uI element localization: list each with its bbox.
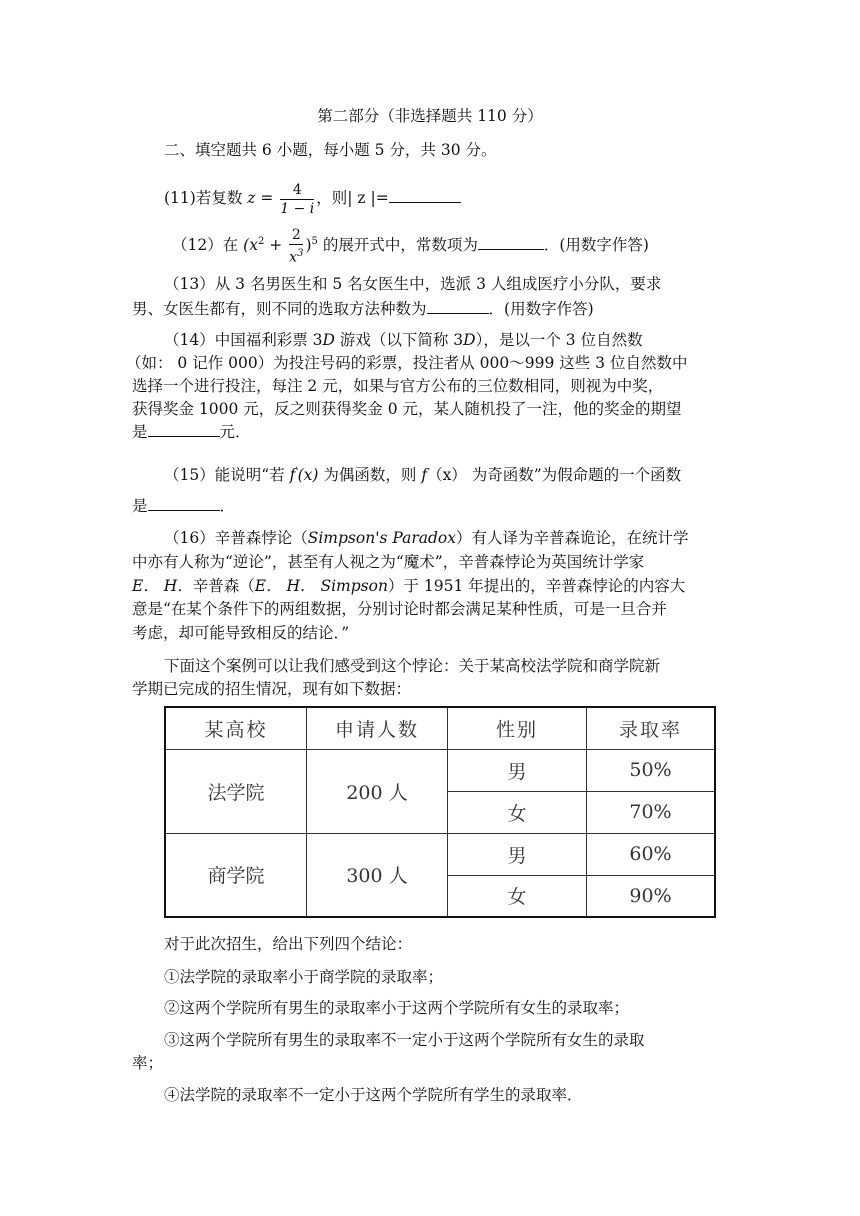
q16-line-3c: E． H． Simpson: [254, 577, 388, 595]
q15-line-1a: （15）能说明“若: [164, 466, 290, 485]
q15-line-2b: ．: [219, 497, 236, 515]
table-header: 申请人数: [307, 707, 448, 749]
q14-answer-blank: [148, 422, 220, 437]
table-header: 某高校: [165, 707, 307, 749]
q16-line-1: [164, 528, 688, 548]
q12-prefix: （12）在: [172, 236, 244, 255]
q13-line-2b: ．(用数字作答): [488, 300, 594, 318]
q11-answer-blank: [389, 188, 461, 203]
q16-line-1a: （16）辛普森悖论（: [164, 529, 308, 547]
q15-x: (x): [297, 466, 319, 485]
table-cell-school: 法学院: [165, 749, 307, 833]
q12-answer-blank: [478, 235, 544, 250]
q14-d: D: [322, 331, 335, 349]
question-11: [164, 178, 461, 218]
conclusion-1: ①法学院的录取率小于商学院的录取率；: [164, 968, 444, 986]
table-cell-applicants: 300 人: [307, 833, 448, 917]
q16-line-1b: ）有人译为辛普森诡论，在统计学: [455, 529, 689, 547]
table-cell-applicants: 200 人: [307, 749, 448, 833]
admission-table: [164, 706, 716, 918]
q14-d2: D: [463, 331, 476, 349]
table-cell-rate: 90%: [587, 875, 716, 917]
q14-line-5: [132, 422, 251, 442]
q12-fraction: [289, 226, 303, 267]
table-cell-gender: 女: [448, 791, 587, 833]
table-cell-school: 商学院: [165, 833, 307, 917]
q14-line-1a: （14）中国福利彩票 3: [164, 331, 323, 349]
q16-line-3a: E． H．: [132, 577, 193, 595]
table-header: 录取率: [587, 707, 716, 749]
conclusion-3-line-2: 率；: [132, 1054, 164, 1072]
q16-line-3b: 辛普森（: [192, 577, 255, 595]
table-cell-gender: 男: [448, 749, 587, 791]
q13-answer-blank: [427, 299, 489, 314]
q12-sup3: 3: [297, 247, 304, 259]
q14-line-4: 获得奖金 1000 元，反之则获得奖金 0 元，某人随机投了一注，他的奖金的期望: [132, 400, 682, 418]
q16-line-4: 意是“在某个条件下的两组数据，分别讨论时都会满足某种性质，可是一旦合并: [132, 600, 667, 618]
table-row: [165, 833, 715, 875]
section-intro: 二、填空题共 6 小题，每小题 5 分，共 30 分。: [164, 141, 497, 159]
q11-eq: =: [255, 189, 279, 207]
q16-line-3d: ）于 1951 年提出的，辛普森悖论的内容大: [387, 577, 686, 595]
q11-z: z: [247, 189, 256, 207]
q12-expr: (x: [243, 236, 258, 255]
q15-line-1: [164, 462, 681, 485]
q16-line-5: 考虑，却可能导致相反的结论．”: [132, 624, 350, 642]
q16-line-2: 中亦有人称为“逆论”，甚至有人视之为“魔术”，辛普森悖论为英国统计学家: [132, 553, 645, 571]
q15-line-2a: 是: [132, 497, 148, 515]
q15-line-2: [132, 496, 235, 516]
q11-suffix: ，则| z |=: [316, 189, 389, 207]
q15-f2: f: [421, 466, 428, 485]
q14-line-1c: ），是以一个 3 位自然数: [475, 331, 643, 349]
q12-den-x: x: [289, 249, 298, 266]
conclusion-2: ②这两个学院所有男生的录取率小于这两个学院所有女生的录取率；: [164, 999, 630, 1017]
q14-line-3: 选择一个进行投注，每注 2 元，如果与官方公布的三位数相同，则视为中奖，: [132, 377, 664, 395]
q14-line-5a: 是: [132, 423, 148, 441]
table-cell-gender: 男: [448, 833, 587, 875]
q11-fraction: [280, 181, 314, 218]
q12-sup5: 5: [311, 236, 318, 247]
q14-line-1b: 游戏（以下简称 3: [334, 331, 464, 349]
section-title: 第二部分（非选择题共 110 分）: [317, 107, 543, 125]
question-12: [172, 222, 649, 266]
q15-answer-blank: [148, 496, 220, 511]
q12-plus: +: [264, 236, 288, 255]
table-header: 性别: [448, 707, 587, 749]
q11-prefix: (11)若复数: [164, 189, 248, 207]
q15-prime: ′: [295, 466, 298, 477]
q11-denominator: 1 − i: [280, 200, 315, 217]
q12-tail: ．(用数字作答): [543, 236, 649, 255]
table-cell-rate: 60%: [587, 833, 716, 875]
q12-numerator: 2: [289, 226, 303, 245]
q14-line-1: [164, 330, 643, 350]
q13-line-2a: 男、女医生都有，则不同的选取方法种数为: [132, 300, 427, 318]
q13-line-1: （13）从 3 名男医生和 5 名女医生中，选派 3 人组成医疗小分队，要求: [164, 275, 662, 293]
case-intro-line-2: 学期已完成的招生情况，现有如下数据：: [132, 680, 412, 698]
q14-line-2: （如： 0 记作 000）为投注号码的彩票，投注者从 000～999 这些 3 位自然数中: [126, 354, 688, 372]
conclusion-4: ④法学院的录取率不一定小于这两个学院所有学生的录取率．: [164, 1086, 583, 1104]
table-cell-rate: 70%: [587, 791, 716, 833]
q11-numerator: 4: [280, 181, 314, 200]
q15-line-1c: （x） 为奇函数”为假命题的一个函数: [427, 466, 682, 485]
q15-f: f: [289, 466, 296, 485]
q16-paradox: Simpson's Paradox: [307, 529, 456, 547]
conclusion-3-line-1: ③这两个学院所有男生的录取率不一定小于这两个学院所有女生的录取: [164, 1031, 645, 1049]
q12-sup2: 2: [257, 236, 265, 247]
q15-line-1b: 为偶函数，则: [318, 466, 422, 485]
q16-line-3: [132, 576, 685, 596]
q12-suffix: 的展开式中，常数项为: [317, 236, 478, 255]
q12-close: ): [305, 236, 312, 255]
conclusions-intro: 对于此次招生，给出下列四个结论：: [164, 935, 413, 953]
table-cell-rate: 50%: [587, 749, 716, 791]
q13-line-2: [132, 299, 594, 319]
table-cell-gender: 女: [448, 875, 587, 917]
q14-line-5b: 元．: [219, 423, 251, 441]
table-row: [165, 749, 715, 791]
table-header-row: [165, 707, 715, 749]
q12-denominator: [289, 245, 303, 267]
case-intro-line-1: 下面这个案例可以让我们感受到这个悖论：关于某高校法学院和商学院新: [164, 657, 661, 675]
